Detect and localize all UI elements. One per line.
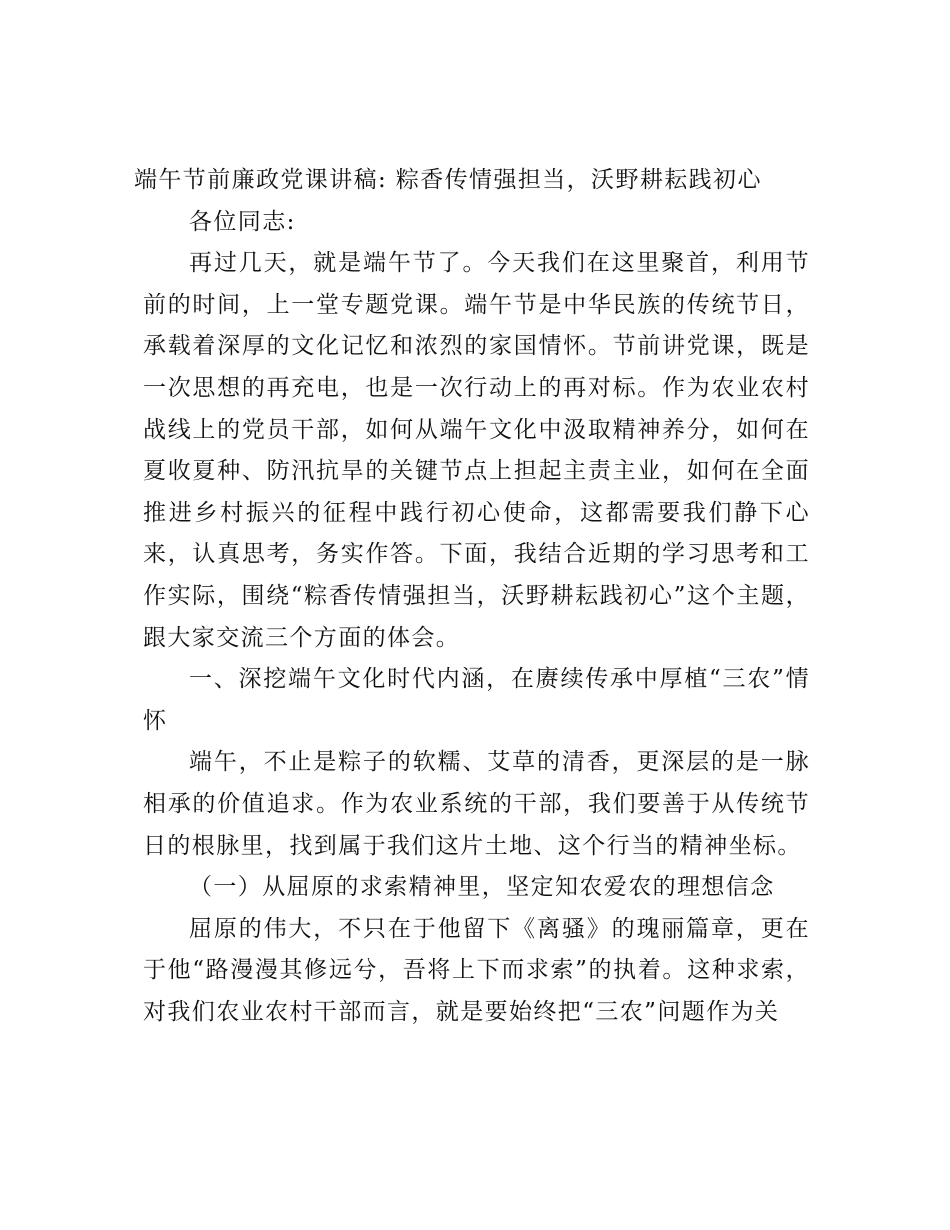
- section-1-paragraph: 端午，不止是粽子的软糯、艾草的清香，更深层的是一脉相承的价值追求。作为农业系统的干部，我们要善于从传统节日的根脉里，找到属于我们这片土地、这个行当的精神坐标。: [143, 749, 810, 859]
- document-title: 端午节前廉政党课讲稿: 粽香传情强担当，沃野耕耘践初心: [134, 167, 762, 193]
- subsection-1-paragraph: 屈原的伟大，不只在于他留下《离骚》的瑰丽篇章，更在于他“路漫漫其修远兮，吾将上下而求索”的执着。这种求索，对我们农业农村干部而言，就是要始终把“三农”问题作为关: [143, 915, 810, 1025]
- section-heading-1: 一、深挖端午文化时代内涵，在赓续传承中厚植“三农”情怀: [143, 666, 810, 734]
- subsection-heading-1: （一）从屈原的求索精神里，坚定知农爱农的理想信念: [189, 874, 775, 901]
- document-body: [134, 160, 810, 1033]
- intro-paragraph: 再过几天，就是端午节了。今天我们在这里聚首，利用节前的时间，上一堂专题党课。端午节是中华民族的传统节日，承载着深厚的文化记忆和浓烈的家国情怀。节前讲党课，既是一次思想的再充电，也是一次行动上的再对标。作为农业农村战线上的党员干部，如何从端午文化中汲取精神养分，如何在夏收夏种、防汛抗旱的关键节点上担起主责主业，如何在全面推进乡村振兴的征程中践行初心使命，这都需要我们静下心来，认真思考，务实作答。下面，我结合近期的学习思考和工作实际，围绕“粽香传情强担当，沃野耕耘践初心”这个主题，跟大家交流三个方面的体会。: [143, 250, 810, 651]
- salutation: 各位同志:: [189, 208, 296, 235]
